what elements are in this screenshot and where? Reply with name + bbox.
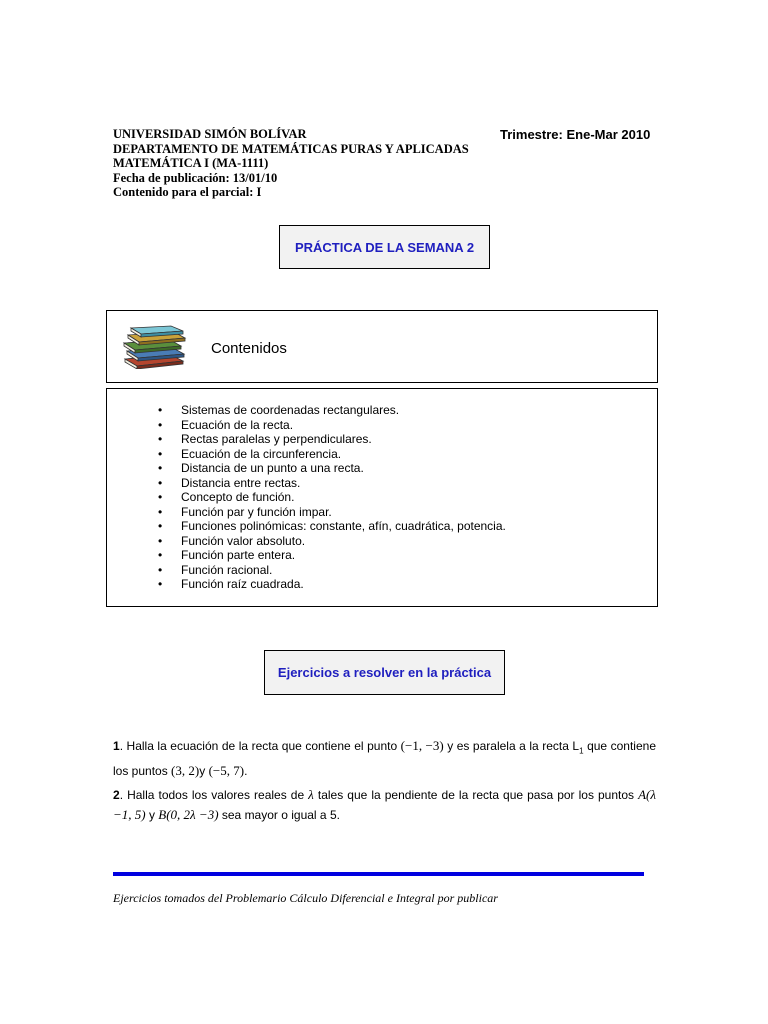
math-point: (−5, 7)	[208, 763, 245, 779]
list-item: • Sistemas de coordenadas rectangulares.	[158, 403, 506, 418]
exercise-2: 2. Halla todos los valores reales de λ tales que la pendiente de la recta que pasa por los puntos A(λ −1, 5) y B(0, 2λ −3) sea mayor o igual a 5.	[113, 787, 656, 822]
list-item: • Rectas paralelas y perpendiculares.	[158, 432, 506, 447]
list-item: • Ecuación de la recta.	[158, 418, 506, 433]
topics-box	[106, 388, 658, 607]
footer-rule	[113, 872, 644, 876]
list-item: • Distancia entre rectas.	[158, 476, 506, 491]
publication-date: Fecha de publicación: 13/01/10	[113, 170, 278, 185]
exercises-title-box	[264, 650, 505, 695]
course-name: MATEMÁTICA I (MA-1111)	[113, 156, 269, 171]
list-item: • Función par y función impar.	[158, 505, 506, 520]
exercise-1: 1. Halla la ecuación de la recta que contiene el punto (−1, −3) y es paralela a la recta $L_1$ que contiene los puntos (3, 2)y (−5, 7).	[113, 738, 656, 779]
exercise-number: 2	[113, 788, 120, 802]
math-point: B(0, 2λ −3)	[158, 807, 219, 822]
exercises-title: Ejercicios a resolver en la práctica	[277, 665, 492, 680]
list-item: • Distancia de un punto a una recta.	[158, 461, 506, 476]
list-item: • Concepto de función.	[158, 490, 506, 505]
exercise-number: 1	[113, 739, 120, 753]
list-item: • Ecuación de la circunferencia.	[158, 447, 506, 462]
exam-content: Contenido para el parcial: I	[113, 185, 262, 200]
topics-list	[158, 403, 506, 592]
math-point: A(λ −1, 5)	[113, 787, 656, 822]
footnote: Ejercicios tomados del Problemario Cálculo Diferencial e Integral por publicar	[113, 891, 498, 905]
books-icon	[121, 325, 189, 374]
math-lambda: λ	[308, 787, 314, 802]
list-item: • Función valor absoluto.	[158, 534, 506, 549]
math-point: (−1, −3)	[400, 738, 444, 753]
math-point: (3, 2)	[171, 763, 200, 779]
department-name: DEPARTAMENTO DE MATEMÁTICAS PURAS Y APLICADAS	[113, 141, 469, 156]
contents-title: Contenidos	[211, 340, 287, 357]
list-item: • Función parte entera.	[158, 548, 506, 563]
practice-title-box	[279, 225, 490, 269]
university-name: UNIVERSIDAD SIMÓN BOLÍVAR	[113, 127, 307, 141]
list-item: • Función raíz cuadrada.	[158, 577, 506, 592]
list-item: • Función racional.	[158, 563, 506, 578]
trimester-label: Trimestre: Ene-Mar 2010	[500, 127, 651, 142]
list-item: • Funciones polinómicas: constante, afín, cuadrática, potencia.	[158, 519, 506, 534]
practice-title: PRÁCTICA DE LA SEMANA 2	[294, 239, 475, 255]
